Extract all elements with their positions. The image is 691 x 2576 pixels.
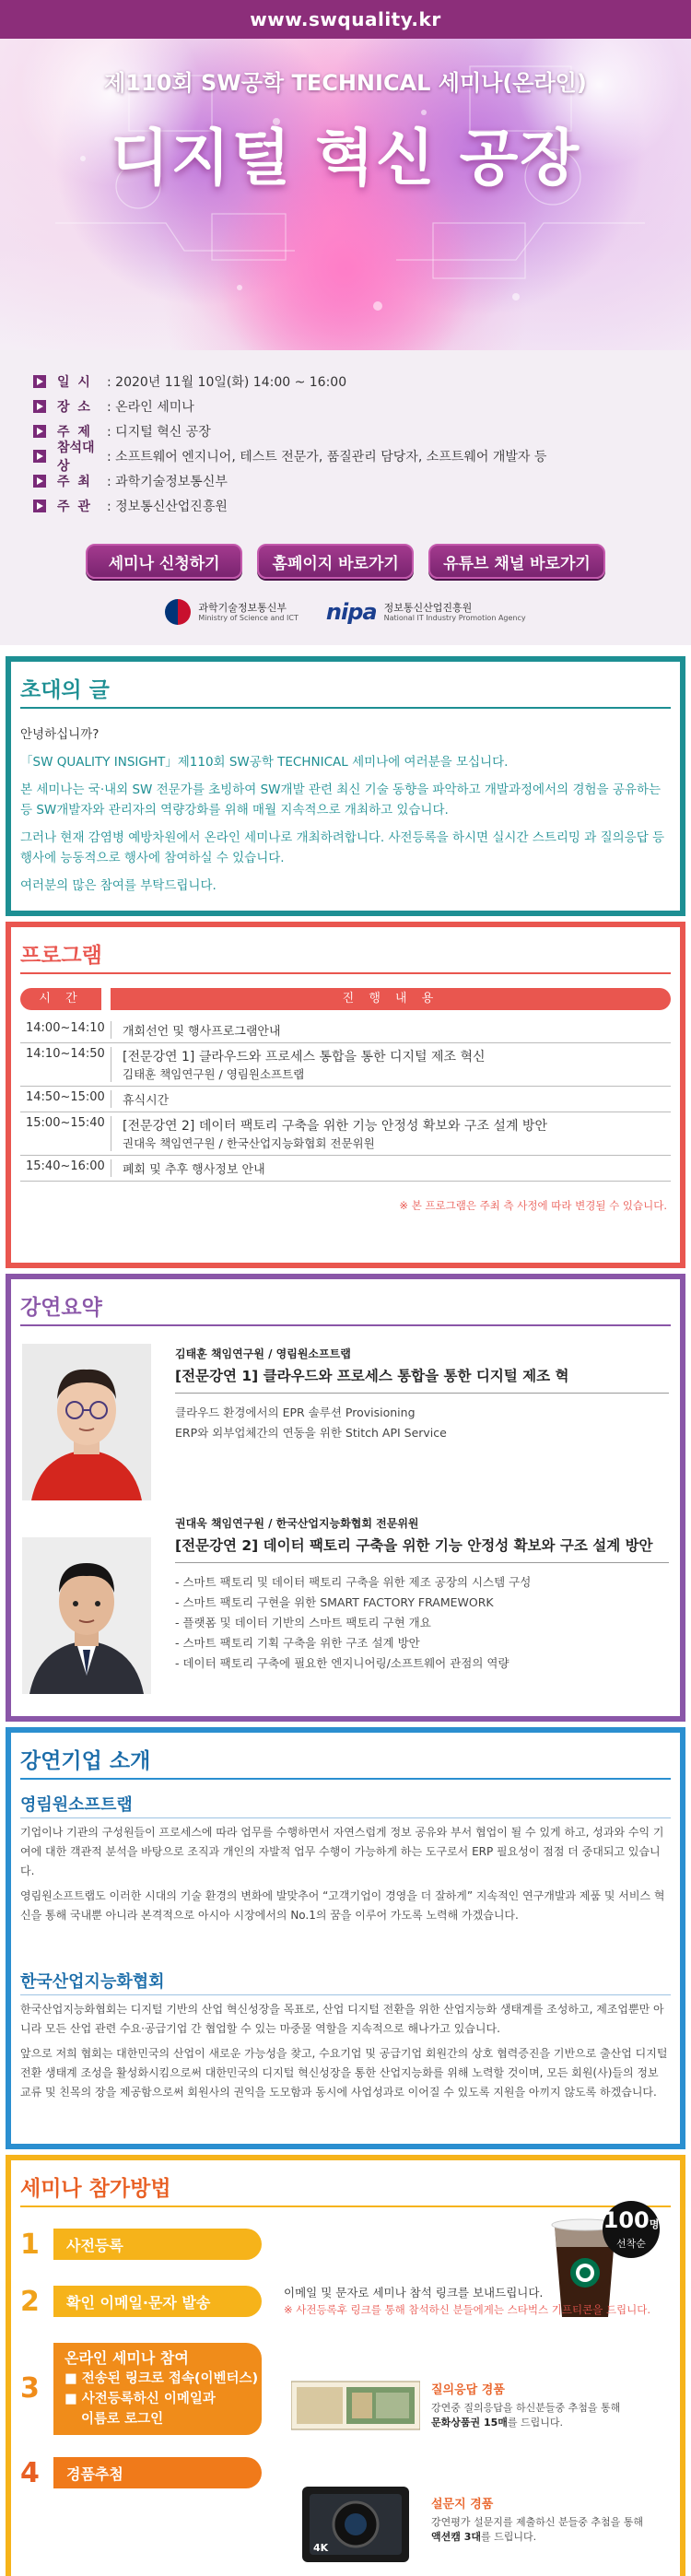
seminar-subtitle: 제110회 SW공학 TECHNICAL 세미나(온라인) <box>104 70 587 96</box>
abstract-talk-1 <box>22 1331 669 1497</box>
invitation-paragraph: 그러나 현재 감염병 예방차원에서 온라인 세미나로 개최하려합니다. 사전등록을 하시면 실시간 스트리밍 과 질의응답 등 행사에 능동적으로 행사에 참여하실 수 있습니다. <box>20 830 665 865</box>
speaker-photo-1 <box>22 1344 151 1500</box>
speaker-affiliation: 권대욱 책임연구원 / 한국산업지능화협회 전문위원 <box>175 1517 419 1530</box>
step-1 <box>20 2225 262 2265</box>
action-buttons <box>0 544 691 579</box>
talk-summary: - 스마트 팩토리 및 데이터 팩토리 구축을 위한 제조 공장의 시스템 구성 - 스마트 팩토리 구현을 위한 SMART FACTORY FRAMEWORK - 플랫폼 및 데이터 기반의 스마트 팩토리 구현 개요 - 스마트 팩토리 기획 구축을 위한 구조 설계 방안 - 데이터 팩토리 구축에 필요한 엔지니어링/소프트웨어 관점의 역량 <box>175 1575 532 1670</box>
taegeuk-emblem-icon <box>165 599 191 625</box>
row-content: 개회선언 및 행사프로그램안내 <box>111 1021 671 1039</box>
info-label: 일 시 <box>57 374 92 390</box>
homepage-button[interactable]: 홈페이지 바로가기 <box>257 544 414 579</box>
badge-text: 선착순 <box>616 2237 646 2250</box>
info-value: : 과학기술정보통신부 <box>107 474 228 489</box>
header-time: 시 간 <box>20 988 101 1010</box>
participation-steps <box>20 2225 262 2511</box>
speaker-photo-2 <box>22 1537 151 1694</box>
info-label: 장 소 <box>57 399 92 415</box>
invitation-section <box>0 656 691 916</box>
talk-text <box>175 1515 669 1674</box>
company-rule <box>20 1817 671 1818</box>
prize-desc: 강연평가 설문지를 제출하신 분들중 추첨을 통해 액션캠 3대를 드립니다. <box>431 2516 644 2543</box>
notice-block <box>284 2284 671 2319</box>
row-time: 14:00~14:10 <box>26 1021 105 1035</box>
msit-logo-text: 과학기술정보통신부 Ministry of Science and ICT <box>198 601 299 622</box>
arrow-bullet-icon <box>33 375 46 388</box>
program-note: ※ 본 프로그램은 주최 측 사정에 따라 변경될 수 있습니다. <box>399 1199 667 1212</box>
table-row <box>20 1112 671 1156</box>
arrow-bullet-icon <box>33 400 46 413</box>
section-title: 강연기업 소개 <box>20 1749 151 1773</box>
step-label: 경품추첨 <box>53 2457 262 2488</box>
row-content: 폐회 및 추후 행사정보 안내 <box>111 1159 671 1177</box>
youtube-channel-button[interactable]: 유튜브 채널 바로가기 <box>428 544 605 579</box>
site-url[interactable]: www.swquality.kr <box>250 8 441 30</box>
apply-seminar-button[interactable]: 세미나 신청하기 <box>86 544 242 579</box>
info-label: 참석대상 <box>57 440 95 474</box>
step-number: 1 <box>20 2229 40 2261</box>
step-number: 3 <box>20 2372 40 2405</box>
step-2 <box>20 2282 262 2323</box>
speaker-affiliation: 김태훈 책임연구원 / 영림원소프트랩 <box>175 1347 351 1360</box>
section-rule <box>20 707 671 709</box>
invitation-body <box>20 724 669 903</box>
info-label: 주 최 <box>57 474 92 489</box>
step-3 <box>20 2339 262 2437</box>
companies-section <box>0 1727 691 2149</box>
info-label: 주 관 <box>57 499 92 514</box>
prize-survey <box>431 2494 671 2545</box>
info-row-audience <box>33 440 660 474</box>
badge-number: 100명 <box>603 2206 660 2233</box>
step-number: 2 <box>20 2286 40 2318</box>
program-section <box>0 922 691 1268</box>
url-bar <box>0 0 691 39</box>
prize-qa <box>431 2380 671 2430</box>
step-label: 확인 이메일·문자 발송 <box>53 2286 262 2317</box>
hero-banner <box>0 0 691 350</box>
talk-summary: 클라우드 환경에서의 EPR 솔루션 Provisioning ERP와 외부업체간의 연동을 위한 Stitch API Service <box>175 1406 447 1440</box>
row-content: [전문강연 2] 데이터 팩토리 구축을 위한 기능 안정성 확보와 구조 설계 방안 권대욱 책임연구원 / 한국산업지능화협회 전문위원 <box>111 1116 671 1151</box>
row-content: [전문강연 1] 클라우드와 프로세스 통합을 통한 디지털 제조 혁신 김태훈 책임연구원 / 영림원소프트랩 <box>111 1047 671 1082</box>
company-description: 기업이나 기관의 구성원들이 프로세스에 따라 업무를 수행하면서 자연스럽게 정보 공유와 부서 협업이 될 수 있게 하고, 성과와 수익 기여에 대한 객관적 분석을 바탕으로 조직과 개인의 자발적 업무 수행이 가능하게 하는 도구로서 ERP 필요성이 점점 더 중대되고 있습니다. 영림원소프트랩도 이러한 시대의 기술 환경의 변화에 발맞추어 “고객기업이 경영을 더 잘하게” 지속적인 연구개발과 제품 및 서비스 혁신을 통해 국내뿐 아니라 본격적으로 아시아 시장에서의 No.1의 꿈을 이루어 가도록 노력해 가겠습니다. <box>20 1826 665 1922</box>
info-value: : 온라인 세미나 <box>107 399 194 415</box>
prize-title: 질의응답 경품 <box>431 2383 505 2397</box>
table-row <box>20 1043 671 1087</box>
talk-text <box>175 1346 669 1443</box>
first-come-badge <box>603 2201 660 2258</box>
section-title: 강연요약 <box>20 1296 102 1320</box>
speaker-portrait-image <box>22 1344 151 1500</box>
greeting: 안녕하십니까? <box>20 727 100 742</box>
header-content: 진 행 내 용 <box>111 988 671 1010</box>
invitation-paragraph: 여러분의 많은 참여를 부탁드립니다. <box>20 878 217 893</box>
arrow-bullet-icon <box>33 475 46 488</box>
action-cam-image <box>300 2483 411 2566</box>
prize-title: 설문지 경품 <box>431 2498 494 2511</box>
nipa-logo-text: 정보통신산업진흥원 National IT Industry Promotion Agency <box>383 601 526 622</box>
speaker-portrait-image <box>22 1537 151 1694</box>
info-row-host <box>33 468 660 493</box>
info-value: : 소프트웨어 엔지니어, 테스트 전문가, 품질관리 담당자, 소프트웨어 개발자 등 <box>107 449 547 465</box>
talk-title: [전문강연 2] 데이터 팩토리 구축을 위한 기능 안정성 확보와 구조 설계 방안 <box>175 1535 669 1563</box>
step-label: 온라인 세미나 참여 ■ 전송된 링크로 접속(이벤터스) ■ 사전등록하신 이메일과 이름로 로그인 <box>53 2343 262 2435</box>
header <box>0 0 691 645</box>
section-title: 세미나 참가방법 <box>20 2177 171 2201</box>
section-rule <box>20 1324 671 1326</box>
arrow-bullet-icon <box>33 450 46 463</box>
info-value: : 2020년 11월 10일(화) 14:00 ~ 16:00 <box>107 374 347 390</box>
main-title: 디지털 혁신 공장 <box>110 123 581 194</box>
step-label: 사전등록 <box>53 2229 262 2260</box>
section-rule <box>20 2205 671 2207</box>
info-value: : 디지털 혁신 공장 <box>107 424 211 440</box>
abstract-talk-2 <box>22 1515 669 1700</box>
row-content: 휴식시간 <box>111 1090 671 1108</box>
msit-logo <box>165 599 299 625</box>
section-rule <box>20 1778 671 1780</box>
program-table <box>20 1017 671 1182</box>
info-row-organizer <box>33 493 660 518</box>
info-value: : 정보통신산업진흥원 <box>107 499 228 514</box>
participation-section <box>0 2155 691 2576</box>
info-row-place <box>33 394 660 418</box>
arrow-bullet-icon <box>33 500 46 512</box>
row-time: 15:00~15:40 <box>26 1116 105 1130</box>
section-title: 초대의 글 <box>20 678 110 702</box>
row-time: 15:40~16:00 <box>26 1159 105 1173</box>
section-title: 프로그램 <box>20 944 102 968</box>
event-info-list <box>33 369 660 518</box>
info-row-date <box>33 369 660 394</box>
info-label: 주 제 <box>57 424 92 440</box>
step-4 <box>20 2453 262 2494</box>
company-name: 한국산업지능화협회 <box>20 1972 165 1992</box>
invitation-paragraph: 본 세미나는 국·내외 SW 전문가를 초빙하여 SW개발 관련 최신 기술 동향을 파악하고 개발과정에서의 경험을 공유하는 등 SW개발자와 관리자의 역량강화를 위해 매월 지속적으로 개최하고 있습니다. <box>20 782 662 817</box>
program-table-header <box>20 988 671 1010</box>
talk-title: [전문강연 1] 클라우드와 프로세스 통합을 통한 디지털 제조 혁 <box>175 1365 669 1394</box>
invitation-paragraph: 「SW QUALITY INSIGHT」제110회 SW공학 TECHNICAL 세미나에 여러분을 모십니다. <box>20 755 509 770</box>
sponsor-logos <box>0 599 691 625</box>
section-rule <box>20 972 671 974</box>
step-number: 4 <box>20 2457 40 2489</box>
abstracts-section <box>0 1274 691 1722</box>
row-time: 14:50~15:00 <box>26 1090 105 1104</box>
info-row-topic <box>33 418 660 443</box>
gift-voucher-image <box>291 2378 420 2433</box>
svg-text:4K: 4K <box>313 2542 329 2554</box>
arrow-bullet-icon <box>33 425 46 438</box>
table-row <box>20 1087 671 1112</box>
notice-text: 이메일 및 문자로 세미나 참석 링크를 보내드립니다. ※ 사전등록후 링크를 통해 참석하신 분들에게는 스타벅스 기프티콘을 드립니다. <box>284 2286 651 2316</box>
company-rule <box>20 1994 671 1995</box>
prize-desc: 강연중 질의응답을 하신분들중 추첨을 통해 문화상품권 15매를 드립니다. <box>431 2402 621 2429</box>
table-row <box>20 1017 671 1043</box>
company-name: 영림원소프트랩 <box>20 1795 133 1815</box>
nipa-logo <box>326 599 526 625</box>
nipa-wordmark: nipa <box>325 599 377 625</box>
company-description: 한국산업지능화협회는 디지털 기반의 산업 혁신성장을 목표로, 산업 디지털 전환을 위한 산업지능화 생태계를 조성하고, 제조업뿐만 아니라 모든 산업 관련 수요·공급기업 간 협업할 수 있는 마중물 역할을 지속적으로 해나가고 있습니다. 앞으로 저희 협회는 대한민국의 산업이 새로운 가능성을 찾고, 수요기업 및 공급기업 회원간의 상호 협력증진을 기반으로 출산업 디지털 전환 생태계 조성을 활성화시킴으로써 대한민국의 디지털 혁신성장을 통한 산업지능화를 위해 노력할 것이며, 모든 회원(사)들의 정보 교류 및 친목의 장을 제공함으로써 회원사의 권익을 도모함과 동시에 사업성과로 이어질 수 있도록 지원을 아끼지 않도록 하겠습니다. <box>20 2003 668 2099</box>
row-time: 14:10~14:50 <box>26 1047 105 1061</box>
table-row <box>20 1156 671 1182</box>
